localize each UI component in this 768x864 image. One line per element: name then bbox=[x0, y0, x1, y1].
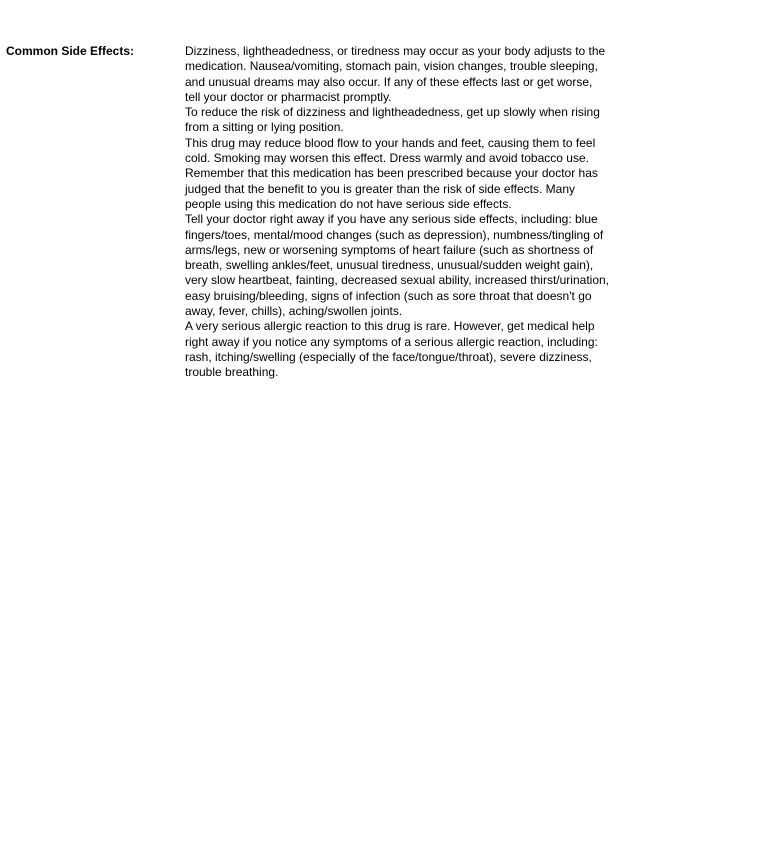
paragraph-dizziness-advice: To reduce the risk of dizziness and lightheadedness, get up slowly when rising from a sitting or lying position. bbox=[185, 105, 600, 135]
paragraph-benefit-risk: Remember that this medication has been prescribed because your doctor has judged that the benefit to you is greater than the risk of side effects. Many people using this medication do not have serious side effects. bbox=[185, 166, 598, 211]
paragraph-allergic-reaction: A very serious allergic reaction to this drug is rare. However, get medical help right away if you notice any symptoms of a serious allergic reaction, including: rash, itching/swelling (especially of the face/tongue/throat), severe dizziness, trouble breathing. bbox=[185, 319, 598, 380]
paragraph-blood-flow: This drug may reduce blood flow to your hands and feet, causing them to feel cold. Smoking may worsen this effect. Dress warmly and avoid tobacco use. bbox=[185, 135, 596, 166]
paragraph-serious-effects: Tell your doctor right away if you have any serious side effects, including: blue fingers/toes, mental/mood changes (such as depression), numbness/tingling of arms/legs, new or worsening symptoms of heart failure (such as shortness of breath, swelling ankles/feet, unusual tiredness, unusual/sudden weight gain), very slow heartbeat, fainting, decreased sexual ability, increased thirst/urination, easy bruising/bleeding, signs of infection (such as sore throat that doesn't go away, fever, chills), aching/swollen joints. bbox=[185, 212, 610, 319]
section-label: Common Side Effects: bbox=[6, 44, 135, 58]
side-effects-section bbox=[6, 44, 626, 381]
section-body bbox=[185, 44, 610, 381]
paragraph-common-effects: Dizziness, lightheadedness, or tiredness may occur as your body adjusts to the medication. Nausea/vomiting, stomach pain, vision changes, trouble sleeping, and unusual dreams may also occur. If any of these effects last or get worse, tell your doctor or pharmacist promptly. bbox=[185, 44, 606, 104]
